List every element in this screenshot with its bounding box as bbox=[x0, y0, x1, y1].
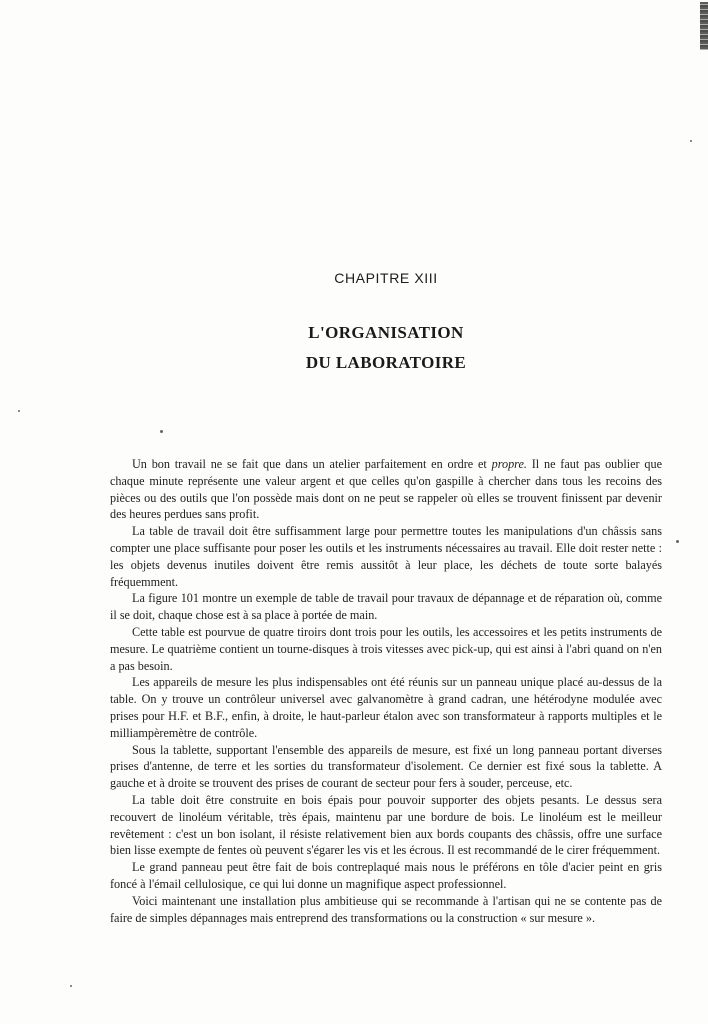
paragraph: La table de travail doit être suffisamment large pour permettre toutes les manipulations d'un châssis sans compter une place suffisante pour poser les outils et les instruments nécessaires au travail. Elle doit rester nette : les objets devenus inutiles doivent être remis aussitôt à leur place, les déchets de toute sorte balayés fréquemment. bbox=[110, 524, 662, 589]
chapter-label: CHAPITRE XIII bbox=[334, 270, 438, 286]
scan-speck bbox=[676, 540, 679, 543]
paragraph: Voici maintenant une installation plus ambitieuse qui se recommande à l'artisan qui ne se contente pas de faire de simples dépannages mais entreprend des transformations ou la construction « sur mesure ». bbox=[110, 893, 662, 925]
scan-speck bbox=[70, 985, 72, 987]
paragraph: Les appareils de mesure les plus indispensables ont été réunis sur un panneau unique placé au-dessus de la table. On y trouve un contrôleur universel avec galvanomètre à grand cadran, une hétérodyne modulée avec prises pour H.F. et B.F., enfin, à droite, le haut-parleur étalon avec son transformateur à rapports multiples et le milliampèremètre de contrôle. bbox=[110, 675, 662, 740]
paragraph: Un bon travail ne se fait que dans un atelier parfaitement en ordre et propre. Il ne faut pas oublier que chaque minute représente une valeur argent et que celles qu'on gaspille à chercher dans tous les recoins des pièces ou des outils que l'on possède mais dont on ne peut se rappeler où elles se trouvent finissent par devenir des heures perdues sans profit. bbox=[110, 457, 662, 522]
scan-speck bbox=[18, 410, 20, 412]
scan-edge-mark bbox=[700, 2, 708, 50]
scan-speck bbox=[160, 430, 163, 433]
chapter-title bbox=[0, 318, 708, 378]
emphasis: propre. bbox=[491, 457, 527, 471]
paragraph: Cette table est pourvue de quatre tiroirs dont trois pour les outils, les accessoires et les petits instruments de mesure. Le quatrième contient un tourne-disques à trois vitesses avec pick-up, qui est ainsi à l'abri quand on n'en a pas besoin. bbox=[110, 624, 662, 673]
scan-speck bbox=[690, 140, 692, 142]
paragraph: La figure 101 montre un exemple de table de travail pour travaux de dépannage et de réparation où, comme il se doit, chaque chose est à sa place à portée de main. bbox=[110, 591, 662, 623]
chapter-title-line-2: DU LABORATOIRE bbox=[305, 353, 467, 372]
paragraph: La table doit être construite en bois épais pour pouvoir supporter des objets pesants. Le dessus sera recouvert de linoléum véritable, très épais, maintenu par une bordure de bois. Le linoléum est le meilleur revêtement : c'est un bon isolant, il résiste relativement bien aux bords coupants des châssis, offre une surface bien lisse exempte de fentes où peuvent s'égarer les vis et les écrous. Il est recommandé de le cirer fréquemment. bbox=[110, 792, 662, 858]
chapter-body bbox=[110, 456, 662, 926]
paragraph: Sous la tablette, supportant l'ensemble des appareils de mesure, est fixé un long panneau portant diverses prises d'antenne, de terre et les sorties du transformateur d'isolement. Ce dernier est fixé sous la tablette. A gauche et à droite se trouvent des prises de courant de secteur pour fers à souder, perceuse, etc. bbox=[110, 742, 662, 791]
chapter-title-line-1: L'ORGANISATION bbox=[308, 323, 464, 342]
paragraph: Le grand panneau peut être fait de bois contreplaqué mais nous le préférons en tôle d'acier peint en gris foncé à l'émail cellulosique, ce qui lui donne un magnifique aspect professionnel. bbox=[110, 860, 662, 891]
